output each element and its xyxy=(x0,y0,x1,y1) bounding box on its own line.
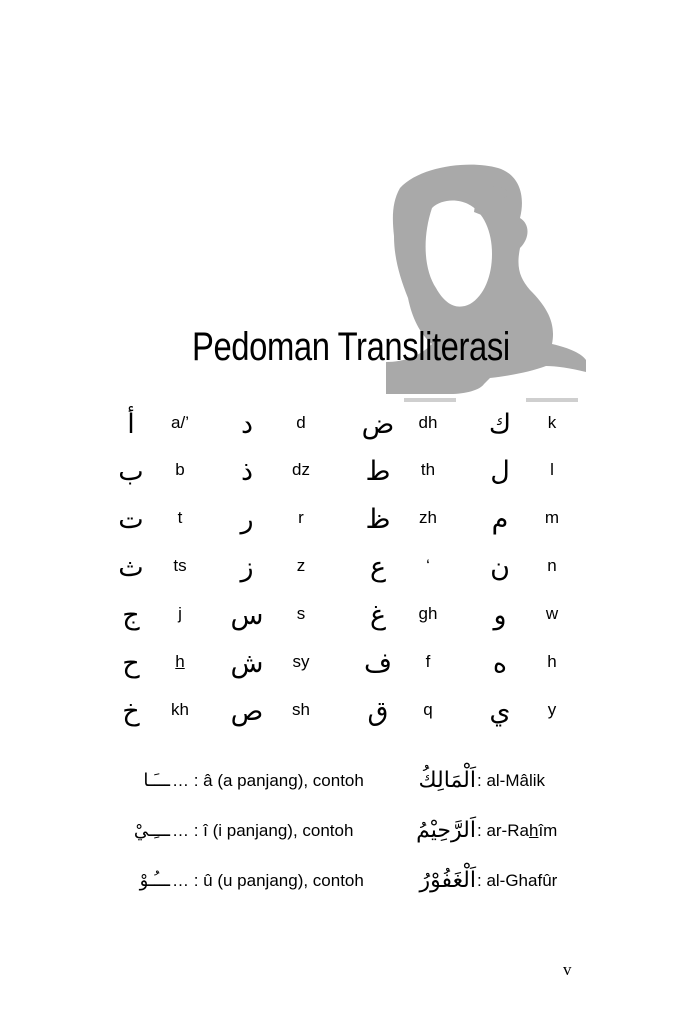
arabic-letter: ب xyxy=(118,456,144,487)
latin-transliteration: dh xyxy=(418,413,438,432)
arabic-letter: ق xyxy=(367,696,389,727)
vowel-description: … : â (a panjang), contoh xyxy=(172,771,364,790)
arabic-letter: ص xyxy=(230,696,264,727)
latin-transliteration: a/’ xyxy=(171,413,189,432)
latin-transliteration: dz xyxy=(292,460,310,479)
arabic-letter: م xyxy=(491,504,509,535)
latin-example-text: : ar-Ra xyxy=(477,821,529,840)
arabic-letter: ك xyxy=(488,409,512,440)
arabic-letter: ف xyxy=(364,648,392,679)
latin-transliteration: kh xyxy=(171,700,189,719)
arabic-letter: ل xyxy=(490,456,510,487)
example-row xyxy=(0,763,679,799)
latin-transliteration: k xyxy=(547,413,557,432)
arabic-letter: ج xyxy=(122,600,140,631)
arabic-letter: ض xyxy=(361,409,395,440)
latin-transliteration: th xyxy=(420,460,436,479)
latin-example-text: îm xyxy=(538,821,558,840)
arabic-letter: أ xyxy=(127,409,135,440)
arabic-example-word: اَلْمَالِكُ xyxy=(418,768,476,793)
latin-transliteration: zh xyxy=(419,508,437,527)
latin-transliteration: ‘ xyxy=(426,556,430,575)
latin-transliteration: y xyxy=(547,700,557,719)
latin-transliteration: f xyxy=(425,652,431,671)
arabic-letter: و xyxy=(493,600,507,631)
latin-transliteration: q xyxy=(423,700,433,719)
latin-transliteration: ts xyxy=(173,556,187,575)
latin-transliteration: d xyxy=(296,413,306,432)
latin-transliteration: z xyxy=(296,556,306,575)
latin-transliteration: gh xyxy=(418,604,438,623)
vowel-description: … : î (i panjang), contoh xyxy=(172,821,354,840)
arabic-letter: ر xyxy=(240,504,254,535)
arabic-example-word: اَلْغَفُوْرُ xyxy=(419,868,476,893)
latin-transliteration: j xyxy=(178,604,182,623)
arabic-letter: ث xyxy=(118,552,144,583)
arabic-letter: ع xyxy=(369,552,387,583)
arabic-letter: غ xyxy=(369,600,387,631)
arabic-letter: ح xyxy=(122,648,140,679)
latin-example-text: : al-Ghafûr xyxy=(477,871,558,890)
example-row xyxy=(0,863,679,899)
arabic-letter: ن xyxy=(490,552,510,583)
page-title: Pedoman Transliterasi xyxy=(192,325,510,369)
arabic-letter: خ xyxy=(122,696,140,727)
latin-transliteration: s xyxy=(296,604,306,623)
latin-transliteration: m xyxy=(544,508,560,527)
arabic-letter: ه xyxy=(492,648,508,679)
arabic-example-word: اَلرَّحِيْمُ xyxy=(416,818,476,843)
latin-transliteration: h xyxy=(175,652,185,671)
latin-transliteration: t xyxy=(177,508,183,527)
arabic-letter: ي xyxy=(489,696,511,727)
arabic-letter: د xyxy=(240,409,254,440)
page-number: v xyxy=(563,960,572,979)
arabic-letter: ز xyxy=(240,552,254,583)
arabic-letter: س xyxy=(230,600,264,631)
vowel-mark: ـــِـيْ xyxy=(133,820,170,841)
latin-example-underlined: h xyxy=(528,821,539,840)
arabic-letter: ط xyxy=(365,456,391,487)
latin-example xyxy=(477,763,587,799)
latin-transliteration: r xyxy=(298,508,304,527)
arabic-letter: ت xyxy=(118,504,144,535)
vowel-mark: ـــُـوْ xyxy=(139,870,170,891)
arabic-letter: ش xyxy=(230,648,264,679)
example-row xyxy=(0,813,679,849)
arabic-letter: ظ xyxy=(365,504,391,535)
latin-transliteration: b xyxy=(175,460,185,479)
latin-transliteration: h xyxy=(547,652,557,671)
latin-transliteration: sy xyxy=(292,652,310,671)
latin-example xyxy=(477,863,587,899)
arabic-letter: ذ xyxy=(240,456,254,487)
vowel-mark: ـــَـا xyxy=(143,770,170,791)
latin-example xyxy=(477,813,587,849)
latin-transliteration: n xyxy=(547,556,557,575)
vowel-description: … : û (u panjang), contoh xyxy=(172,871,364,890)
latin-transliteration: sh xyxy=(292,700,310,719)
latin-transliteration: l xyxy=(550,460,554,479)
latin-transliteration: w xyxy=(545,604,559,623)
latin-example-text: : al-Mâlik xyxy=(477,771,546,790)
